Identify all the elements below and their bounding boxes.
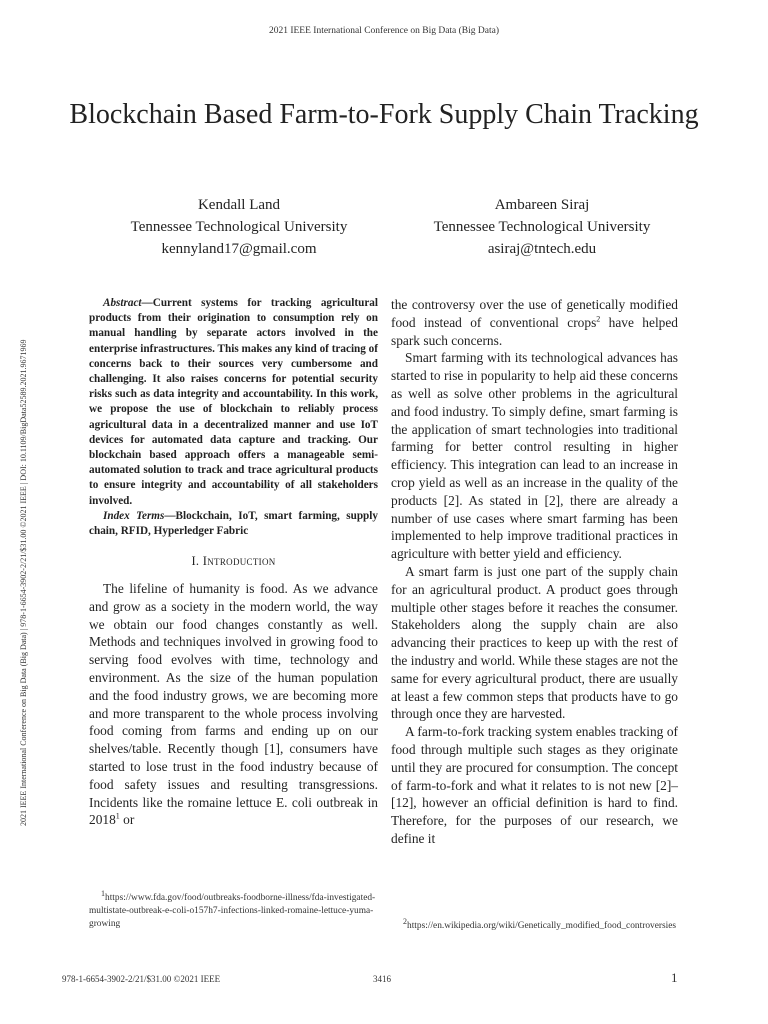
intro-tail: or xyxy=(119,812,135,828)
paper-title: Blockchain Based Farm-to-Fork Supply Chain Tracking xyxy=(69,99,699,130)
section-number: I. xyxy=(191,554,200,569)
body-paragraph-1 xyxy=(391,296,678,349)
footnote-1-text: https://www.fda.gov/food/outbreaks-foodborne-illness/fda-investigated-multistate-outbreak-e-coli-o157h7-infections-linked-romaine-lettuce-yuma-growing xyxy=(89,893,376,929)
footer-copyright: 978-1-6654-3902-2/21/$31.00 ©2021 IEEE xyxy=(62,974,221,984)
author-name: Kendall Land xyxy=(197,197,281,213)
body-paragraph-1-text: the controversy over the use of genetically modified food instead of conventional crops xyxy=(391,297,678,330)
section-title: Introduction xyxy=(202,554,276,569)
conference-header: 2021 IEEE International Conference on Big Data (Big Data) xyxy=(268,26,500,36)
footnote-2 xyxy=(403,916,733,933)
side-doi-text: 2021 IEEE International Conference on Big Data (Big Data) | 978-1-6654-3902-2/21/$31.00 ©2021 IEEE | DOI: 10.1109/BigData52589.2021.9671969 xyxy=(19,339,28,826)
intro-paragraph xyxy=(89,580,378,829)
side-doi-note xyxy=(20,196,30,826)
footnote-2-mark: 2 xyxy=(403,916,407,926)
footnote-1 xyxy=(89,888,379,931)
section-heading xyxy=(89,553,378,571)
index-terms xyxy=(89,509,378,539)
intro-text: The lifeline of humanity is food. As we advance and grow as a society in the modern world, the way we obtain our food changes constantly as well. Methods and techniques involved in growing food to serving food evolves with time, technology and environment. As the size of the human population and the food industry grows, we are becoming more and more transparent to the whole process involving food coming from farms and ending up on our shelves/table. Recently though [1], consumers have started to lose trust in the food industry because of food safety issues and resulting transgressions. Incidents like the romaine lettuce E. coli outbreak in 2018 xyxy=(89,581,378,828)
author-name: Ambareen Siraj xyxy=(494,197,590,213)
author-affiliation: Tennessee Technological University xyxy=(433,219,651,235)
author-affiliation: Tennessee Technological University xyxy=(130,219,348,235)
footnote-ref-1: 1 xyxy=(115,811,120,821)
body-paragraph-2: Smart farming with its technological advances has started to rise in popularity to help aid these concerns as well as solve other problems in the agricultural and food industry. To simply define, smart farming is the application of smart technologies into traditional farming for better control resulting in higher efficiency. This integration can lead to an increase in crop yield as well as an increase in the quality of the products [2]. As stated in [2], there are already a number of use cases where smart farming has been implemented to help improve traditional practices in agriculture with better yield and efficiency. xyxy=(391,350,678,562)
index-terms-lead: Index Terms xyxy=(103,509,165,522)
author-email: asiraj@tntech.edu xyxy=(487,241,597,257)
body-paragraph-4: A farm-to-fork tracking system enables tracking of food through multiple such stages as they originate until they are procured for consumption. The concept of farm-to-fork and what it relates to is not new [2]–[12], however an official definition is hard to find. Therefore, for the purposes of our research, we define it xyxy=(391,724,678,846)
footer-page-code: 3416 xyxy=(373,974,391,984)
page-number: 1 xyxy=(671,970,678,985)
left-column xyxy=(89,296,378,829)
abstract xyxy=(89,296,378,509)
index-terms-text: —Blockchain, IoT, smart farming, supply chain, RFID, Hyperledger Fabric xyxy=(89,509,378,538)
right-column xyxy=(391,296,678,848)
body-paragraph-3: A smart farm is just one part of the supply chain for an agricultural product. A product goes through multiple other stages before it reaches the consumer. Stakeholders along the supply chain are also advancing their practices to keep up with the rest of the industry and world. While these stages are not the same for every agricultural product, there are usually at least a few common steps that products have to go through once they are harvested. xyxy=(391,563,678,722)
footnote-1-mark: 1 xyxy=(101,888,105,898)
author-block-2 xyxy=(392,194,692,260)
footnote-2-text: https://en.wikipedia.org/wiki/Genetically_modified_food_controversies xyxy=(407,921,677,931)
footnote-ref-2: 2 xyxy=(596,314,601,324)
abstract-lead: Abstract xyxy=(103,297,142,309)
body-paragraph-1-tail: have helped spark such concerns. xyxy=(391,314,678,348)
author-email: kennyland17@gmail.com xyxy=(161,241,317,257)
abstract-text: —Current systems for tracking agricultural products from their origination to consumption rely on manual handling by separate actors involved in the enterprise infrastructures. This makes any kind of tracing of concerns back to their sources very cumbersome and challenging. It also raises concerns for potential security risks such as data integrity and accountability. In this work, we propose the use of blockchain to reliably process agricultural data in a decentralized manner and use IoT devices for automated data capture and tracking. Our blockchain based approach offers a manageable semi-automated solution to track and trace agricultural products to ensure integrity and accountability of all stakeholders involved. xyxy=(89,297,378,507)
author-block-1 xyxy=(100,194,378,260)
